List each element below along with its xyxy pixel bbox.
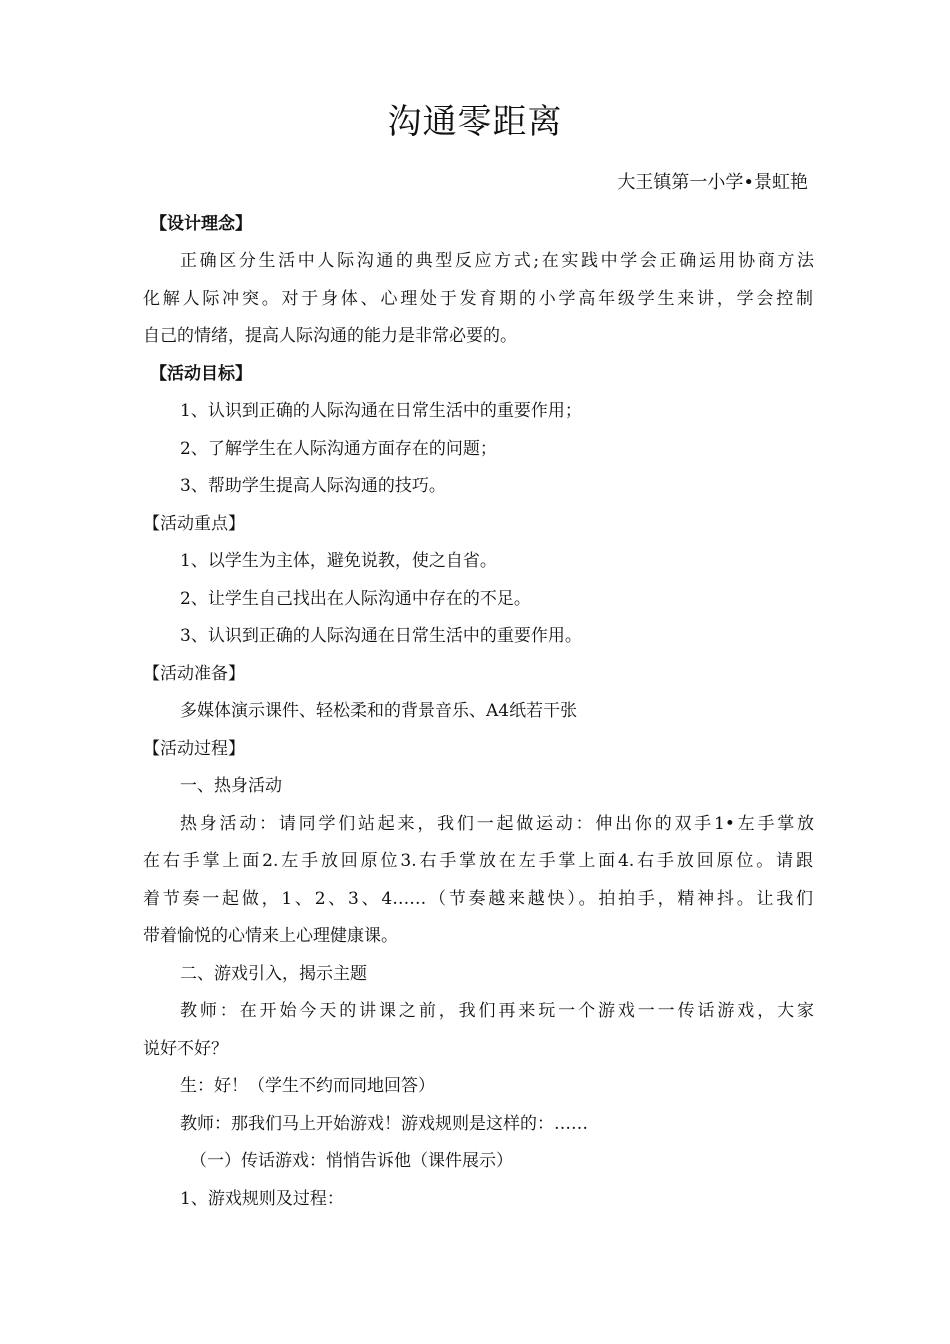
paragraph-line: 化解人际冲突。对于身体、心理处于发育期的小学高年级学生来讲，学会控制 xyxy=(143,289,813,309)
section-heading-preparation: 【活动准备】 xyxy=(143,664,245,684)
paragraph-line: 带着愉悦的心情来上心理健康课。 xyxy=(143,926,398,946)
paragraph-line: 着节奏一起做，1、2、3、4……（节奏越来越快）。拍拍手，精神抖。让我们 xyxy=(143,889,813,909)
paragraph-line: 在右手掌上面2.左手放回原位3.右手掌放在左手掌上面4.右手放回原位。请跟 xyxy=(143,851,813,871)
paragraph-line: 教师：那我们马上开始游戏！游戏规则是这样的：…… xyxy=(180,1114,588,1134)
author-line: 大王镇第一小学•景虹艳 xyxy=(617,172,808,193)
list-item: 3、帮助学生提高人际沟通的技巧。 xyxy=(180,476,446,496)
paragraph-line: 热身活动：请同学们站起来，我们一起做运动：伸出你的双手1•左手掌放 xyxy=(180,814,814,834)
list-item: 1、以学生为主体，避免说教，使之自省。 xyxy=(180,551,497,571)
subsection-heading: 二、游戏引入，揭示主题 xyxy=(180,964,367,984)
paragraph-line: 正确区分生活中人际沟通的典型反应方式;在实践中学会正确运用协商方法 xyxy=(180,251,814,271)
paragraph-line: 自己的情绪，提高人际沟通的能力是非常必要的。 xyxy=(143,326,517,346)
section-heading-design: 【设计理念】 xyxy=(150,214,252,234)
section-heading-goals: 【活动目标】 xyxy=(150,364,252,384)
paragraph-line: 1、游戏规则及过程： xyxy=(180,1189,344,1209)
subsection-heading: 一、热身活动 xyxy=(180,776,282,796)
document-title: 沟通零距离 xyxy=(387,102,563,142)
subsection-heading: （一）传话游戏：悄悄告诉他（课件展示） xyxy=(190,1151,513,1171)
section-heading-focus: 【活动重点】 xyxy=(143,514,245,534)
paragraph-line: 多媒体演示课件、轻松柔和的背景音乐、A4纸若干张 xyxy=(180,701,578,721)
list-item: 2、了解学生在人际沟通方面存在的问题； xyxy=(180,439,497,459)
paragraph-line: 教师：在开始今天的讲课之前，我们再来玩一个游戏一一传话游戏，大家 xyxy=(180,1001,814,1021)
section-heading-process: 【活动过程】 xyxy=(143,739,245,759)
list-item: 3、认识到正确的人际沟通在日常生活中的重要作用。 xyxy=(180,626,582,646)
paragraph-line: 生：好！（学生不约而同地回答） xyxy=(180,1076,435,1096)
list-item: 1、认识到正确的人际沟通在日常生活中的重要作用； xyxy=(180,401,582,421)
list-item: 2、让学生自己找出在人际沟通中存在的不足。 xyxy=(180,589,531,609)
paragraph-line: 说好不好？ xyxy=(143,1039,228,1059)
